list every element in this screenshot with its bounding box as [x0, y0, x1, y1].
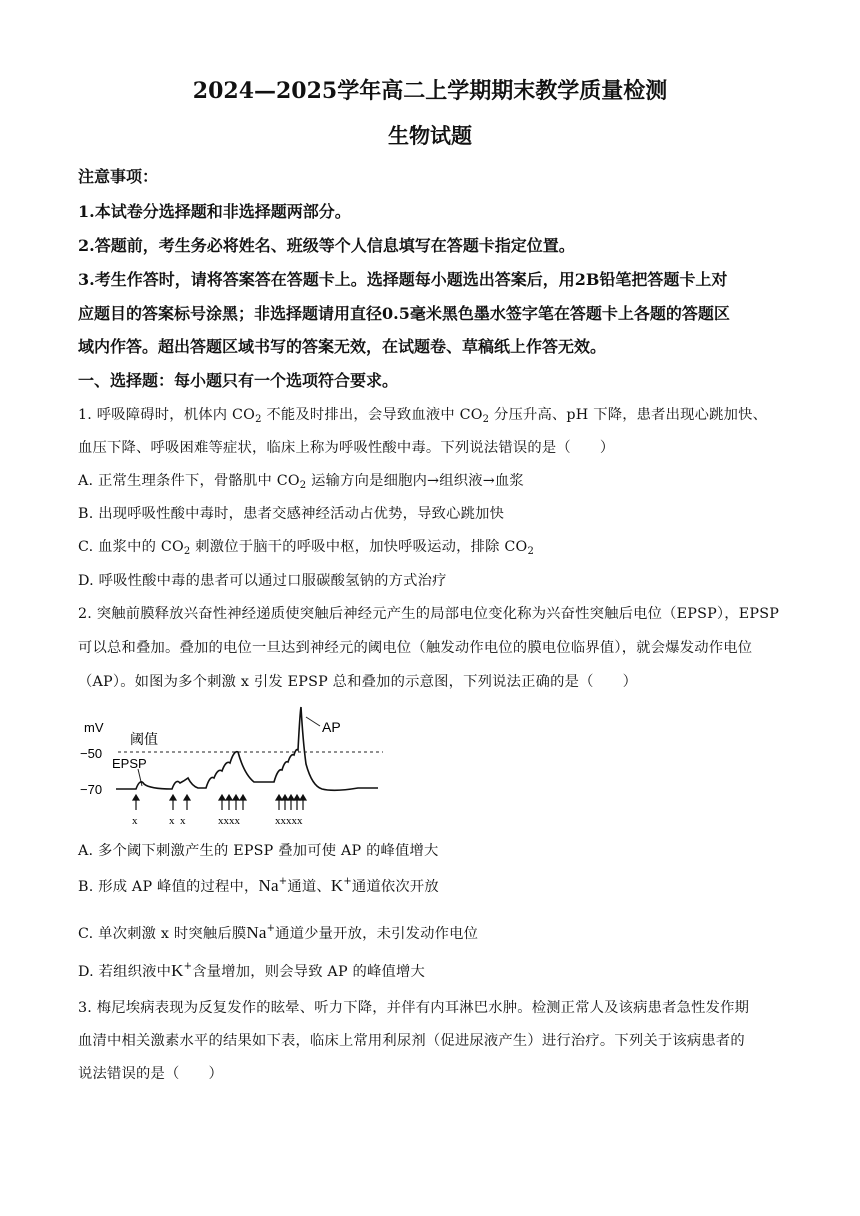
ap-label: AP: [322, 719, 341, 735]
q3-stem-line1: 3. 梅尼埃病表现为反复发作的眩晕、听力下降，并伴有内耳淋巴水肿。检测正常人及该病患者急性发作期: [78, 1000, 750, 1016]
ap-pointer: [306, 717, 320, 726]
q2-option-c: C. 单次刺激 x 时突触后膜Na+通道少量开放，未引发动作电位: [78, 923, 479, 942]
notice-item-2: 2.答题前，考生务必将姓名、班级等个人信息填写在答题卡指定位置。: [78, 236, 575, 255]
stim-label-3: xxxx: [218, 815, 240, 827]
q2-option-d: D. 若组织液中K+含量增加，则会导致 AP 的峰值增大: [78, 961, 426, 980]
q2-stem-line1: 2. 突触前膜释放兴奋性神经递质使突触后神经元产生的局部电位变化称为兴奋性突触后电位（EPSP），EPSP: [78, 606, 780, 622]
q1-option-c: C. 血浆中的 $CO_2$ 刺激位于脑干的呼吸中枢，加快呼吸运动，排除 $CO_2$: [78, 539, 535, 557]
epsp-summation-figure: [78, 702, 388, 828]
q2-stem-line2: 可以总和叠加。叠加的电位一旦达到神经元的阈电位（触发动作电位的膜电位临界值），就会爆发动作电位: [78, 640, 753, 656]
section-heading: 一、选择题：每小题只有一个选项符合要求。: [78, 371, 399, 390]
notice-heading: 注意事项：: [78, 167, 159, 186]
q3-stem-line2: 血清中相关激素水平的结果如下表，临床上常用利尿剂（促进尿液产生）进行治疗。下列关于该病患者的: [78, 1033, 745, 1049]
stim-label-2: x x: [169, 815, 186, 827]
q2-option-b: B. 形成 AP 峰值的过程中，Na+通道、K+通道依次开放: [78, 876, 439, 895]
subject-title: 生物试题: [388, 123, 472, 148]
q2-stem-line3: （AP）。如图为多个刺激 x 引发 EPSP 总和叠加的示意图，下列说法正确的是（ ）: [78, 674, 638, 690]
stimulus-arrows: [133, 795, 306, 810]
q2-option-a: A. 多个阈下刺激产生的 EPSP 叠加可使 AP 的峰值增大: [78, 843, 439, 859]
exam-title: 2024—2025学年高二上学期期末教学质量检测: [192, 78, 668, 104]
q1-option-d: D. 呼吸性酸中毒的患者可以通过口服碳酸氢钠的方式治疗: [78, 573, 447, 589]
threshold-label: 阈值: [130, 732, 158, 748]
notice-item-3-end: 域内作答。超出答题区域书写的答案无效，在试题卷、草稿纸上作答无效。: [78, 337, 607, 356]
q1-stem-line1: 1. 呼吸障碍时，机体内 $CO_2$ 不能及时排出，会导致血液中 $CO_2$ 分压升高、pH 下降，患者出现心跳加快、: [78, 407, 768, 425]
notice-item-1: 1.本试卷分选择题和非选择题两部分。: [78, 202, 351, 221]
tick-neg50: −50: [80, 746, 103, 761]
q3-stem-line3: 说法错误的是（ ）: [78, 1066, 223, 1082]
epsp-label: EPSP: [112, 756, 147, 771]
unit-label: mV: [84, 720, 104, 735]
q1-option-b: B. 出现呼吸性酸中毒时，患者交感神经活动占优势，导致心跳加快: [78, 506, 505, 522]
q1-stem-line2: 血压下降、呼吸困难等症状，临床上称为呼吸性酸中毒。下列说法错误的是（ ）: [78, 440, 615, 456]
tick-neg70: −70: [80, 782, 103, 797]
stim-label-1: x: [132, 815, 138, 827]
notice-item-3-cont: 应题目的答案标号涂黑；非选择题请用直径0.5毫米黑色墨水签字笔在答题卡上各题的答题区: [78, 304, 730, 323]
stim-label-4: xxxxx: [275, 815, 303, 827]
q1-option-a: A. 正常生理条件下，骨骼肌中 $CO_2$ 运输方向是细胞内→组织液→血浆: [78, 473, 524, 491]
notice-item-3: 3.考生作答时，请将答案答在答题卡上。选择题每小题选出答案后，用2B铅笔把答题卡上对: [78, 270, 728, 289]
